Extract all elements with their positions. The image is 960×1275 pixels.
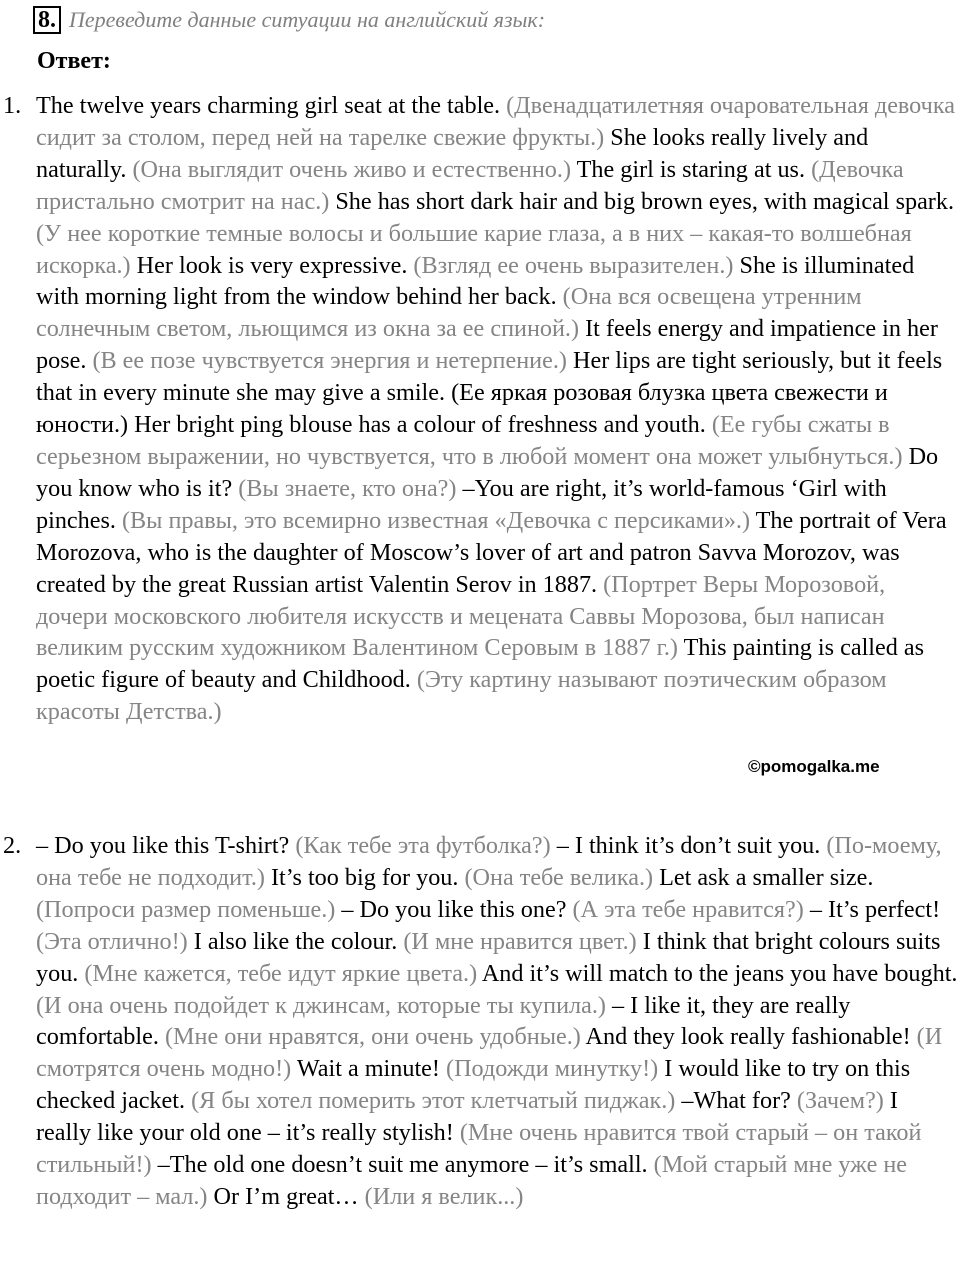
english-sentence: It feels energy and impatience in her pose.: [36, 315, 938, 375]
english-sentence: She looks really lively and naturally.: [36, 123, 869, 183]
russian-translation: (Зачем?): [796, 1087, 890, 1115]
english-sentence: I think that bright colours suits you.: [36, 927, 941, 987]
russian-translation: (У нее короткие темные волосы и большие карие глаза, а в них – какая-то волшебная искорка.): [36, 219, 912, 279]
russian-translation: (И мне нравится цвет.): [403, 927, 643, 955]
english-sentence: Or I’m great…: [213, 1182, 365, 1210]
russian-translation: (Она выглядит очень живо и естественно.): [132, 155, 577, 183]
russian-translation: (Мой старый мне уже не подходит – мал.): [36, 1151, 908, 1210]
english-sentence: The twelve years charming girl seat at the table.: [36, 92, 507, 119]
russian-translation: (А эта тебе нравится?): [572, 895, 810, 923]
english-sentence: I also like the colour.: [193, 927, 404, 955]
english-sentence: She is illuminated with morning light from the window behind her back.: [36, 251, 915, 311]
task-instruction: Переведите данные ситуации на английский язык:: [69, 7, 546, 32]
russian-translation: (Девочка пристально смотрит на нас.): [36, 155, 904, 215]
english-sentence: Her look is very expressive.: [136, 251, 414, 279]
english-sentence: And they look really fashionable!: [585, 1023, 917, 1051]
english-sentence: – Do you like this T-shirt?: [36, 832, 296, 859]
russian-translation: (Эту картину называют поэтическим образом красоты Детства.): [36, 666, 887, 726]
russian-translation: (Она вся освещена утренним солнечным светом, льющимся из окна за ее спиной.): [36, 283, 862, 343]
russian-translation: (Мне кажется, тебе идут яркие цвета.): [84, 959, 482, 987]
russian-translation: (Портрет Веры Морозовой, дочери московского любителя искусств и мецената Саввы Морозова, был написан великим русским художником Валентином Серовым в 1887 г.): [36, 570, 886, 662]
english-sentence: Her lips are tight seriously, but it feels that in every minute she may give a smile. (Ее яркая розовая блузка цвета свежести и юности.) Her bright ping blouse has a colour of freshness and youth.: [36, 347, 943, 439]
english-sentence: Wait a minute!: [296, 1055, 447, 1083]
russian-translation: (Она тебе велика.): [464, 863, 660, 891]
answer-label: Ответ:: [37, 48, 111, 74]
english-sentence: –What for?: [681, 1087, 797, 1115]
english-sentence: I would like to try on this checked jacket.: [36, 1055, 911, 1115]
russian-translation: (Двенадцатилетняя очаровательная девочка сидит за столом, перед ней на тарелке свежие фрукты.): [36, 92, 955, 151]
english-sentence: It’s too big for you.: [271, 863, 465, 891]
english-sentence: – I think it’s don’t suit you.: [556, 832, 827, 859]
english-sentence: The girl is staring at us.: [576, 155, 812, 183]
english-sentence: And it’s will match to the jeans you have bought.: [481, 959, 958, 987]
english-sentence: The portrait of Vera Morozova, who is the daughter of Moscow’s lover of art and patron Savva Morozov, was created by the great Russian artist Valentin Serov in 1887.: [36, 506, 947, 598]
english-sentence: – It’s perfect!: [809, 895, 941, 923]
item-number: 1.: [3, 92, 22, 119]
english-sentence: I really like your old one – it’s really stylish!: [36, 1087, 898, 1147]
item-text: [36, 90, 958, 728]
russian-translation: (И она очень подойдет к джинсам, которые ты купила.): [36, 991, 612, 1019]
english-sentence: Let ask a smaller size.: [659, 863, 874, 891]
russian-translation: (Мне очень нравится твой старый – он такой стильный!): [36, 1119, 922, 1179]
english-sentence: – Do you like this one?: [341, 895, 573, 923]
russian-translation: (По-моему, она тебе не подходит.): [36, 832, 942, 891]
russian-translation: (Вы знаете, кто она?): [238, 474, 463, 502]
russian-translation: (Попроси размер поменьше.): [36, 895, 342, 923]
item-text: [36, 830, 958, 1213]
item-number: 2.: [3, 832, 22, 859]
english-sentence: –You are right, it’s world-famous ‘Girl with pinches.: [36, 474, 887, 534]
russian-translation: (Вы правы, это всемирно известная «Девочка с персиками».): [121, 506, 756, 534]
russian-translation: (Взгляд ее очень выразителен.): [413, 251, 740, 279]
task-number: 8.: [33, 6, 61, 34]
watermark: ©pomogalka.me: [748, 757, 880, 776]
english-sentence: This painting is called as poetic figure of beauty and Childhood.: [36, 634, 925, 694]
english-sentence: –The old one doesn’t suit me anymore – it’s small.: [157, 1151, 654, 1179]
russian-translation: (В ее позе чувствуется энергия и нетерпение.): [92, 347, 573, 375]
russian-translation: (И смотрятся очень модно!): [36, 1023, 943, 1083]
english-sentence: Do you know who is it?: [36, 442, 939, 502]
russian-translation: (Мне они нравятся, они очень удобные.): [164, 1023, 586, 1051]
russian-translation: (Я бы хотел померить этот клетчатый пиджак.): [191, 1087, 682, 1115]
russian-translation: (Ее губы сжаты в серьезном выражении, но чувствуется, что в любой момент она может улыбнуться.): [36, 411, 909, 470]
russian-translation: (Как тебе эта футболка?): [295, 832, 557, 859]
russian-translation: (Подожди минутку!): [446, 1055, 665, 1083]
task-header: [33, 5, 545, 35]
english-sentence: She has short dark hair and big brown eyes, with magical spark.: [335, 187, 955, 215]
english-sentence: – I like it, they are really comfortable.: [36, 991, 851, 1051]
russian-translation: (Или я велик...): [364, 1182, 524, 1210]
russian-translation: (Эта отлично!): [36, 927, 194, 955]
